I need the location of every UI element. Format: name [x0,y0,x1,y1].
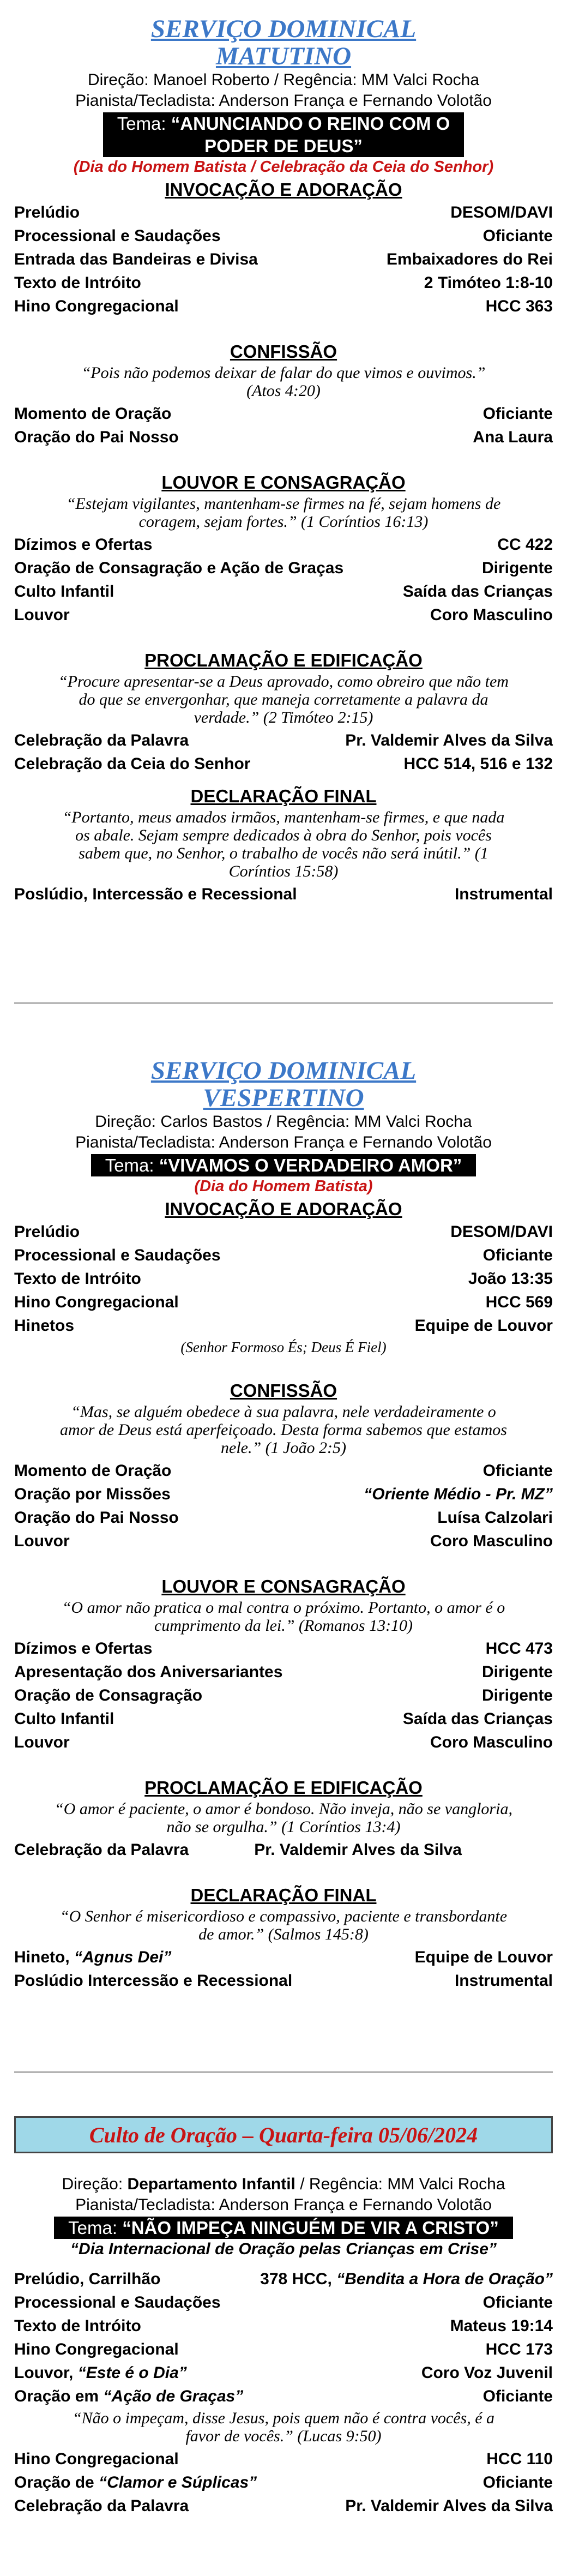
list-item: Prelúdio DESOM/DAVI [14,203,553,221]
list-item: Celebração da Palavra Pr. Valdemir Alves da Silva [14,2497,553,2515]
list-item: Hino Congregacional HCC 110 [14,2450,553,2468]
list-item: Oração por Missões “Oriente Médio - Pr. MZ” [14,1485,553,1503]
morning-praise-heading: LOUVOR E CONSAGRAÇÃO [161,472,406,493]
morning-theme-line2: PODER DE DEUS” [204,136,363,156]
evening-service [0,1057,567,1992]
prayer-quote: “Não o impeçam, disse Jesus, pois quem não é contra vocês, é a favor de vocês.” (Lucas 9:50) [72,2409,495,2445]
evening-proclamation-quote: “O amor é paciente, o amor é bondoso. Não inveja, não se vangloria, não se orgulha.” (1 Coríntios 13:4) [55,1800,512,1836]
evening-theme-line1: “VIVAMOS O VERDADEIRO AMOR” [159,1155,462,1175]
evening-title-line2: VESPERTINO [203,1084,364,1112]
prayer-service [0,2116,567,2518]
list-item: Celebração da Palavra Pr. Valdemir Alves da Silva [14,731,553,749]
prayer-theme-line1: “NÃO IMPEÇA NINGUÉM DE VIR A CRISTO” [122,2218,499,2238]
morning-proclamation-heading: PROCLAMAÇÃO E EDIFICAÇÃO [144,650,423,670]
morning-invocation-heading: INVOCAÇÃO E ADORAÇÃO [165,179,402,200]
list-item: Hino Congregacional HCC 569 [14,1293,553,1311]
evening-subtitle: (Dia do Homem Batista) [194,1178,373,1195]
morning-direction: Direção: Manoel Roberto / Regência: MM Valci Rocha [87,71,480,89]
list-item: Momento de Oração Oficiante [14,405,553,423]
evening-praise-quote: “O amor não pratica o mal contra o próximo. Portanto, o amor é o cumprimento da lei.” (Romanos 13:10) [62,1599,505,1635]
morning-confession-heading: CONFISSÃO [230,341,337,362]
list-item: Louvor Coro Masculino [14,1532,553,1550]
list-item: Culto Infantil Saída das Crianças [14,1710,553,1728]
evening-proclamation-heading: PROCLAMAÇÃO E EDIFICAÇÃO [144,1778,423,1798]
list-item: Hino Congregacional HCC 363 [14,297,553,315]
list-item: Apresentação dos Aniversariantes Dirigente [14,1663,553,1681]
prayer-subtitle: “Dia Internacional de Oração pelas Crianças em Crise” [70,2240,497,2258]
section-divider [14,2071,553,2073]
list-item: Hinetos Equipe de Louvor [14,1317,553,1335]
morning-final-heading: DECLARAÇÃO FINAL [190,786,377,806]
evening-confession-heading: CONFISSÃO [230,1380,337,1401]
list-item: Processional e Saudações Oficiante [14,227,553,245]
list-item: Oração em “Ação de Graças” Oficiante [14,2387,553,2405]
list-item: Texto de Intróito 2 Timóteo 1:8-10 [14,274,553,292]
morning-confession-quote: “Pois não podemos deixar de falar do que vimos e ouvimos.” (Atos 4:20) [81,364,486,400]
list-item: Oração do Pai Nosso Ana Laura [14,428,553,446]
prayer-theme [0,2217,567,2239]
evening-theme-label: Tema: [105,1155,159,1175]
list-item: Momento de Oração Oficiante [14,1462,553,1480]
section-divider [14,1002,553,1004]
morning-theme-label: Tema: [117,113,171,134]
morning-final-quote: “Portanto, meus amados irmãos, mantenham-se firmes, e que nada os abale. Sejam sempre dedicados à obra do Senhor, pois vocês sabem que, no Senhor, o trabalho de vocês não será inútil.” (1 Coríntios 15:58) [62,808,505,880]
list-item: Hineto, “Agnus Dei” Equipe de Louvor [14,1948,553,1966]
list-item: Louvor, “Este é o Dia” Coro Voz Juvenil [14,2364,553,2382]
list-item: Texto de Intróito João 13:35 [14,1270,553,1288]
list-item: Celebração da Ceia do Senhor HCC 514, 516 e 132 [14,755,553,773]
list-item: Prelúdio DESOM/DAVI [14,1223,553,1241]
evening-direction: Direção: Carlos Bastos / Regência: MM Valci Rocha [95,1113,472,1131]
prayer-pianists: Pianista/Tecladista: Anderson França e Fernando Volotão [75,2196,492,2214]
list-item: Oração de “Clamor e Súplicas” Oficiante [14,2473,553,2491]
morning-theme [0,112,567,157]
list-item: Oração de Consagração Dirigente [14,1686,553,1704]
morning-praise-quote: “Estejam vigilantes, mantenham-se firmes na fé, sejam homens de coragem, sejam fortes.” (1 Coríntios 16:13) [66,495,501,531]
morning-theme-line1: “ANUNCIANDO O REINO COM O [171,113,450,134]
prayer-theme-label: Tema: [68,2218,123,2238]
prayer-banner: Culto de Oração – Quarta-feira 05/06/2024 [14,2116,553,2153]
evening-hymn-note: (Senhor Formoso És; Deus É Fiel) [180,1339,387,1355]
list-item: Processional e Saudações Oficiante [14,1246,553,1264]
list-item: Processional e Saudações Oficiante [14,2293,553,2311]
list-item: Celebração da Palavra Pr. Valdemir Alves da Silva [14,1841,462,1859]
list-item: Oração do Pai Nosso Luísa Calzolari [14,1509,553,1527]
list-item: Hino Congregacional HCC 173 [14,2340,553,2358]
evening-pianists: Pianista/Tecladista: Anderson França e Fernando Volotão [75,1133,492,1151]
morning-proclamation-quote: “Procure apresentar-se a Deus aprovado, como obreiro que não tem do que se envergonhar, que maneja corretamente a palavra da verdade.” (2 Timóteo 2:15) [58,672,509,726]
prayer-direction: Direção: Departamento Infantil / Regência: MM Valci Rocha [62,2175,505,2193]
evening-confession-quote: “Mas, se alguém obedece à sua palavra, nele verdadeiramente o amor de Deus está aperfeiçoado. Desta forma sabemos que estamos nele.” (1 João 2:5) [60,1403,507,1457]
morning-subtitle: (Dia do Homem Batista / Celebração da Ceia do Senhor) [73,158,494,176]
evening-title-line1: SERVIÇO DOMINICAL [150,1056,417,1085]
morning-service [0,15,567,906]
list-item: Oração de Consagração e Ação de Graças Dirigente [14,559,553,577]
list-item: Dízimos e Ofertas CC 422 [14,536,553,554]
list-item: Poslúdio Intercessão e Recessional Instrumental [14,1972,553,1990]
list-item: Poslúdio, Intercessão e Recessional Instrumental [14,885,553,903]
evening-invocation-heading: INVOCAÇÃO E ADORAÇÃO [165,1199,402,1219]
list-item: Louvor Coro Masculino [14,606,553,624]
list-item: Entrada das Bandeiras e Divisa Embaixadores do Rei [14,250,553,268]
evening-theme [0,1154,567,1176]
list-item: Prelúdio, Carrilhão 378 HCC, “Bendita a Hora de Oração” [14,2270,553,2288]
morning-pianists: Pianista/Tecladista: Anderson França e Fernando Volotão [75,92,492,110]
list-item: Texto de Intróito Mateus 19:14 [14,2317,553,2335]
list-item: Dízimos e Ofertas HCC 473 [14,1640,553,1658]
evening-praise-heading: LOUVOR E CONSAGRAÇÃO [161,1576,406,1596]
morning-title-line1: SERVIÇO DOMINICAL [150,15,417,43]
list-item: Culto Infantil Saída das Crianças [14,583,553,601]
evening-final-quote: “O Senhor é misericordioso e compassivo, paciente e transbordante de amor.” (Salmos 145:8) [59,1907,508,1943]
evening-final-heading: DECLARAÇÃO FINAL [190,1885,377,1905]
list-item: Louvor Coro Masculino [14,1733,553,1751]
morning-title-line2: MATUTINO [215,42,352,70]
